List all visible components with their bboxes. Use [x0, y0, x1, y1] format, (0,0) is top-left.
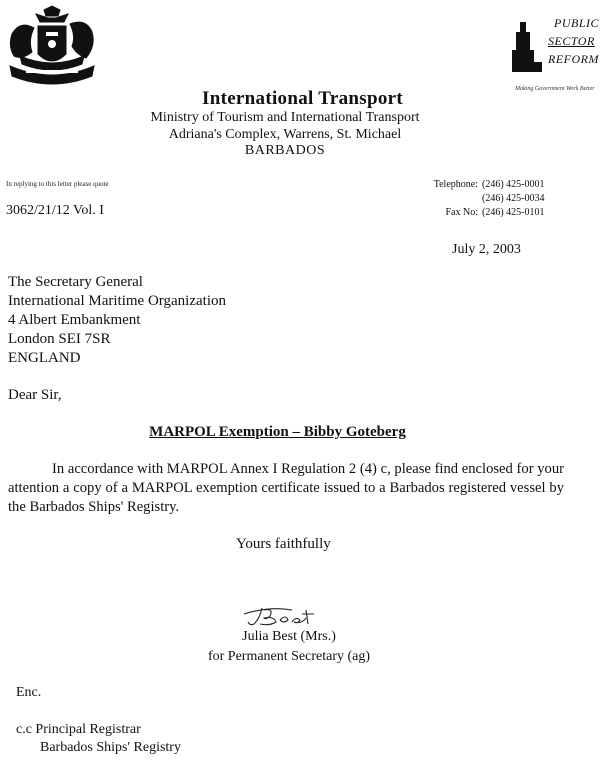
reply-note: In replying to this letter please quote — [6, 180, 109, 188]
letterhead-address: Adriana's Complex, Warrens, St. Michael — [168, 127, 402, 142]
telephone-1: (246) 425-0001 — [482, 179, 545, 190]
subject-line: MARPOL Exemption – Bibby Goteberg — [149, 424, 406, 440]
telephone-2: (246) 425-0034 — [482, 193, 545, 204]
telephone-label: Telephone: — [433, 179, 478, 190]
recipient-address — [8, 273, 226, 368]
reference-number: 3062/21/12 Vol. I — [6, 203, 104, 218]
signer-title: for Permanent Secretary (ag) — [207, 649, 371, 664]
cc-line-1: c.c Principal Registrar — [16, 722, 141, 737]
fax-number: (246) 425-0101 — [482, 207, 545, 218]
body-paragraph: In accordance with MARPOL Annex I Regulation 2 (4) c, please find enclosed for your attention a copy of a MARPOL exemption certificate issued to a Barbados registered vessel by the Barbados Ships' Registry. — [8, 461, 564, 515]
recipient-line: International Maritime Organization — [8, 293, 226, 309]
recipient-line: The Secretary General — [8, 274, 143, 290]
recipient-line: 4 Albert Embankment — [8, 312, 141, 328]
cc-line-2: Barbados Ships' Registry — [40, 740, 181, 755]
psr-word-public: PUBLIC — [554, 16, 599, 30]
letterhead-country: BARBADOS — [244, 143, 326, 158]
signature-text: JBest — [240, 600, 243, 601]
fax-label: Fax No: — [445, 207, 478, 218]
recipient-line: London SEI 7SR — [8, 331, 111, 347]
salutation: Dear Sir, — [8, 387, 62, 403]
signature — [240, 600, 340, 630]
letterhead-ministry: Ministry of Tourism and International Transport — [150, 110, 420, 125]
psr-emblem-icon — [510, 20, 544, 78]
coat-of-arms-icon — [6, 4, 98, 92]
signer-name: Julia Best (Mrs.) — [242, 629, 336, 644]
psr-word-reform: REFORM — [548, 52, 599, 66]
recipient-line: ENGLAND — [8, 350, 81, 366]
closing: Yours faithfully — [236, 536, 331, 552]
psr-tagline: Making Government Work Better — [515, 86, 595, 92]
psr-word-sector: SECTOR — [548, 34, 595, 48]
letterhead-title: International Transport — [202, 88, 403, 109]
public-sector-reform-logo — [510, 16, 600, 96]
letter-date: July 2, 2003 — [452, 242, 521, 257]
enclosure-note: Enc. — [16, 685, 42, 700]
contact-block — [403, 178, 545, 220]
